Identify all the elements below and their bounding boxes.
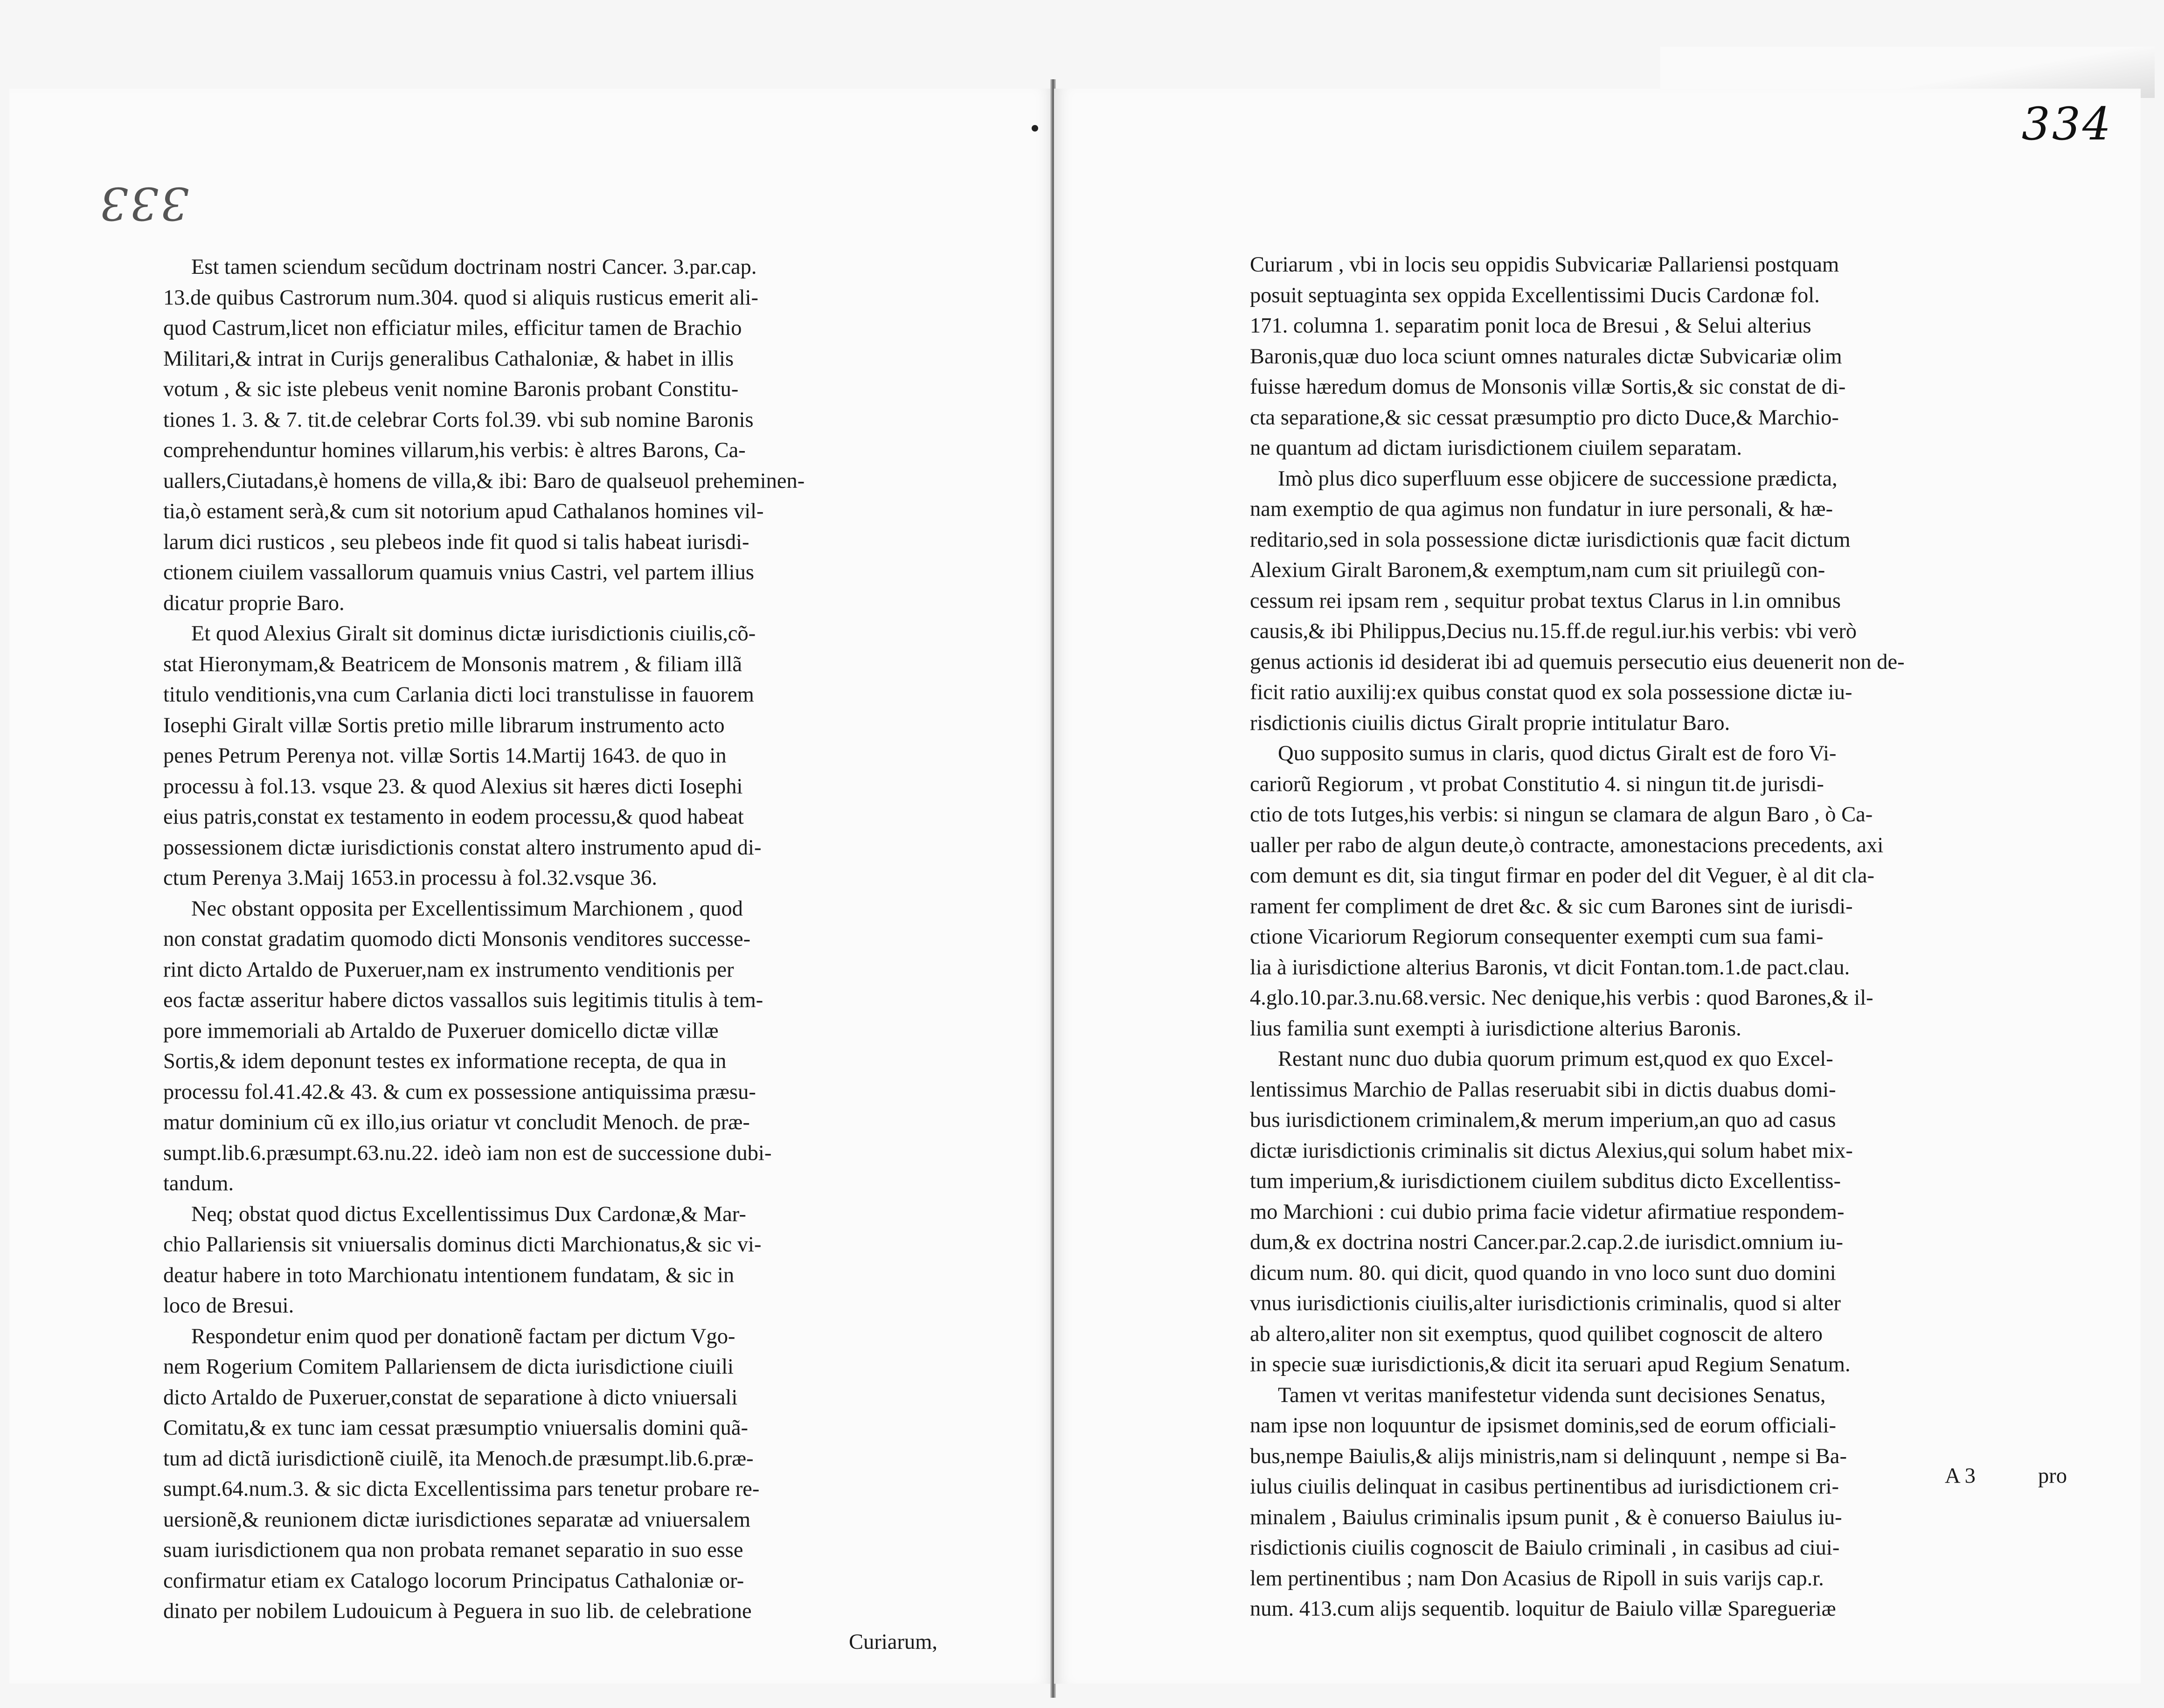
text-line: deatur habere in toto Marchionatu intentionem fundatam, & sic in [163, 1263, 735, 1287]
text-line: Est tamen sciendum secũdum doctrinam nostri Cancer. 3.par.cap. [191, 255, 757, 279]
text-line: dinato per nobilem Ludouicum à Peguera in suo lib. de celebratione [163, 1599, 752, 1623]
text-line: possessionem dictæ iurisdictionis constat altero instrumento apud di- [163, 835, 762, 860]
catchword: pro [2038, 1464, 2067, 1488]
text-line: bus,nempe Baiulis,& alijs ministris,nam si delinquunt , nempe si Ba- [1250, 1444, 1847, 1468]
text-line: stat Hieronymam,& Beatricem de Monsonis matrem , & filiam illã [163, 652, 742, 676]
text-line: causis,& ibi Philippus,Decius nu.15.ff.de regul.iur.his verbis: vbi verò [1250, 619, 1857, 643]
text-line: tum ad dictã iurisdictionẽ ciuilẽ, ita Menoch.de præsumpt.lib.6.præ- [163, 1446, 754, 1471]
text-line: 4.glo.10.par.3.nu.68.versic. Nec denique,his verbis : quod Barones,& il- [1250, 986, 1873, 1010]
text-line: processu à fol.13. vsque 23. & quod Alexius sit hæres dicti Iosephi [163, 774, 743, 798]
text-line: nam exemptio de qua agimus non fundatur in iure personali, & hæ- [1250, 497, 1833, 521]
text-line: comprehenduntur homines villarum,his verbis: è altres Barons, Ca- [163, 438, 746, 462]
text-line: lentissimus Marchio de Pallas reseruabit sibi in dictis duabus domi- [1250, 1077, 1836, 1102]
text-line: ne quantum ad dictam iurisdictionem ciuilem separatam. [1250, 436, 1742, 460]
text-line: tum imperium,& iurisdictionem ciuilem subditus dicto Excellentiss- [1250, 1169, 1841, 1193]
text-line: uersionẽ,& reunionem dictæ iurisdictiones separatæ ad vniuersalem [163, 1507, 751, 1532]
text-line: Restant nunc duo dubia quorum primum est,quod ex quo Excel- [1278, 1047, 1833, 1071]
page-number-right: 334 [2021, 98, 2113, 150]
text-line: ualler per rabo de algun deute,ò contracte, amonestacions precedents, axi [1250, 833, 1884, 857]
text-line: ab altero,aliter non sit exemptus, quod quilibet cognoscit de altero [1250, 1322, 1823, 1346]
text-line: non constat gradatim quomodo dicti Monsonis venditores successe- [163, 927, 751, 951]
text-line: nam ipse non loquuntur de ipsismet dominis,sed de eorum officiali- [1250, 1414, 1837, 1437]
text-line: lius familia sunt exempti à iurisdictione alterius Baronis. [1250, 1016, 1741, 1041]
text-line: iulus ciuilis delinquat in casibus pertinentibus ad iurisdictionem cri- [1250, 1475, 1839, 1499]
text-line: dicum num. 80. qui dicit, quod quando in vno loco sunt duo domini [1250, 1261, 1836, 1285]
text-line: Baronis,quæ duo loca sciunt omnes naturales dictæ Subvicariæ olim [1250, 344, 1842, 368]
text-line: lem pertinentibus ; nam Don Acasius de Ripoll in suis varijs cap.r. [1250, 1566, 1824, 1590]
text-line: lia à iurisdictione alterius Baronis, vt dicit Fontan.tom.1.de pact.clau. [1250, 955, 1850, 979]
text-line: ctum Perenya 3.Maij 1653.in processu à fol.32.vsque 36. [163, 866, 657, 890]
text-line: suam iurisdictionem qua non probata remanet separatio in suo esse [163, 1538, 743, 1562]
text-line: ctio de tots Iutges,his verbis: si ningun se clamara de algun Baro , ò Ca- [1250, 803, 1873, 826]
text-line: mo Marchioni : cui dubio prima facie videtur afirmatiue respondem- [1250, 1200, 1845, 1224]
text-line: ctione Vicariorum Regiorum consequenter exempti cum sua fami- [1250, 925, 1824, 949]
text-line: Respondetur enim quod per donationẽ factam per dictum Vgo- [191, 1324, 735, 1348]
text-line: cessum rei ipsam rem , sequitur probat textus Clarus in l.in omnibus [1250, 589, 1841, 613]
text-line: dictæ iurisdictionis criminalis sit dictus Alexius,qui solum habet mix- [1250, 1139, 1853, 1163]
text-line: fuisse hæredum domus de Monsonis villæ Sortis,& sic constat de di- [1250, 375, 1846, 399]
text-line: confirmatur etiam ex Catalogo locorum Principatus Cathaloniæ or- [163, 1569, 744, 1593]
text-line: quod Castrum,licet non efficiatur miles, efficitur tamen de Brachio [163, 316, 742, 340]
text-line: rint dicto Artaldo de Puxeruer,nam ex instrumento venditionis per [163, 958, 734, 982]
text-line: Imò plus dico superfluum esse objicere de successione prædicta, [1278, 466, 1838, 491]
text-line: dum,& ex doctrina nostri Cancer.par.2.cap.2.de iurisdict.omnium iu- [1250, 1230, 1844, 1254]
text-line: Curiarum , vbi in locis seu oppidis Subvicariæ Pallariensi postquam [1250, 253, 1839, 277]
text-line: chio Pallariensis sit vniuersalis dominus dicti Marchionatus,& sic vi- [163, 1233, 762, 1257]
text-line: reditario,sed in sola possessione dictæ iurisdictionis quæ facit dictum [1250, 528, 1851, 552]
text-line: Sortis,& idem deponunt testes ex informatione recepta, de qua in [163, 1049, 727, 1073]
right-page-text [1250, 250, 2099, 1625]
text-line: Curiarum, [849, 1630, 937, 1654]
text-line: larum dici rusticos , seu plebeos inde fit quod si talis habeat iurisdi- [163, 530, 749, 554]
text-line: processu fol.41.42.& 43. & cum ex possessione antiquissima præsu- [163, 1080, 756, 1104]
text-line: eos factæ asseritur habere dictos vassallos suis legitimis titulis à tem- [163, 988, 763, 1012]
text-line: num. 413.cum alijs sequentib. loquitur de Baiulo villæ Sparegueriæ [1250, 1597, 1836, 1621]
text-line: Nec obstant opposita per Excellentissimum Marchionem , quod [191, 896, 743, 921]
text-line: tia,ò estament serà,& cum sit notorium apud Cathalanos homines vil- [163, 500, 764, 523]
text-line: tiones 1. 3. & 7. tit.de celebrar Corts fol.39. vbi sub nomine Baronis [163, 408, 754, 432]
text-line: titulo venditionis,vna cum Carlania dicti loci transtulisse in fauorem [163, 683, 754, 707]
text-line: sumpt.64.num.3. & sic dicta Excellentissima pars tenetur probare re- [163, 1477, 760, 1501]
left-page [9, 89, 1054, 1684]
text-line: sumpt.lib.6.præsumpt.63.nu.22. ideò iam non est de successione dubi- [163, 1141, 772, 1165]
text-line: Quo supposito sumus in claris, quod dictus Giralt est de foro Vi- [1278, 742, 1837, 765]
text-line: Comitatu,& ex tunc iam cessat præsumptio vniuersalis domini quã- [163, 1416, 749, 1440]
signature-mark: A 3 [1945, 1464, 1976, 1488]
text-line: dicatur proprie Baro. [163, 591, 345, 615]
text-line: com demunt es dit, sia tingut firmar en poder del dit Veguer, è al dit cla- [1250, 864, 1874, 888]
text-line: 171. columna 1. separatim ponit loca de Bresui , & Selui alterius [1250, 314, 1811, 338]
text-line: Et quod Alexius Giralt sit dominus dictæ iurisdictionis ciuilis,cõ- [191, 622, 756, 646]
text-line: loco de Bresui. [163, 1294, 294, 1318]
text-line: tandum. [163, 1172, 234, 1195]
text-line: minalem , Baiulus criminalis ipsum punit , & è conuerso Baiulus iu- [1250, 1505, 1842, 1529]
text-line: eius patris,constat ex testamento in eodem processu,& quod habeat [163, 805, 744, 829]
text-line: votum , & sic iste plebeus venit nomine Baronis probant Constitu- [163, 377, 739, 401]
text-line: cta separatione,& sic cessat præsumptio pro dicto Duce,& Marchio- [1250, 405, 1839, 430]
page-number-left: 333 [98, 177, 189, 229]
text-line: nem Rogerium Comitem Pallariensem de dicta iurisdictione ciuili [163, 1355, 734, 1379]
text-line: in specie suæ iurisdictionis,& dicit ita seruari apud Regium Senatum. [1250, 1353, 1851, 1376]
text-line: rament fer compliment de dret &c. & sic cum Barones sint de iurisdi- [1250, 894, 1853, 918]
binding-mark [1032, 125, 1038, 132]
text-line: ficit ratio auxilij:ex quibus constat quod ex sola possessione dictæ iu- [1250, 680, 1852, 704]
text-line: matur dominium cũ ex illo,ius oriatur vt concludit Menoch. de præ- [163, 1111, 750, 1134]
text-line: risdictionis ciuilis dictus Giralt proprie intitulatur Baro. [1250, 711, 1730, 735]
text-line: bus iurisdictionem criminalem,& merum imperium,an quo ad casus [1250, 1108, 1836, 1132]
text-line: Alexium Giralt Baronem,& exemptum,nam cum sit priuilegũ con- [1250, 558, 1825, 582]
text-line: dicto Artaldo de Puxeruer,constat de separatione à dicto vniuersali [163, 1385, 738, 1409]
text-line: ctionem ciuilem vassallorum quamuis vnius Castri, vel partem illius [163, 561, 754, 584]
text-line: pore immemoriali ab Artaldo de Puxeruer domicello dictæ villæ [163, 1019, 719, 1043]
right-page [1054, 89, 2141, 1684]
text-line: 13.de quibus Castrorum num.304. quod si aliquis rusticus emerit ali- [163, 285, 759, 310]
text-line: cariorũ Regiorum , vt probat Constitutio 4. si ningun tit.de jurisdi- [1250, 772, 1824, 796]
text-line: Neq; obstat quod dictus Excellentissimus Dux Cardonæ,& Mar- [191, 1202, 746, 1226]
text-line: Militari,& intrat in Curijs generalibus Cathaloniæ, & habet in illis [163, 347, 734, 371]
text-line: posuit septuaginta sex oppida Excellentissimi Ducis Cardonæ fol. [1250, 283, 1820, 307]
text-line: risdictionis ciuilis cognoscit de Baiulo criminali , in casibus ad ciui- [1250, 1536, 1840, 1560]
text-line: uallers,Ciutadans,è homens de villa,& ibi: Baro de qualseuol preheminen- [163, 469, 805, 493]
text-line: Iosephi Giralt villæ Sortis pretio mille librarum instrumento acto [163, 713, 725, 737]
text-line: Tamen vt veritas manifestetur videnda sunt decisiones Senatus, [1278, 1383, 1826, 1407]
text-line: genus actionis id desiderat ibi ad quemuis persecutio eius deuenerit non de- [1250, 650, 1905, 674]
left-page-text [163, 252, 937, 1657]
text-line: vnus iurisdictionis ciuilis,alter iurisdictionis criminalis, quod si alter [1250, 1291, 1841, 1315]
text-line: penes Petrum Perenya not. villæ Sortis 14.Martij 1643. de quo in [163, 744, 727, 768]
